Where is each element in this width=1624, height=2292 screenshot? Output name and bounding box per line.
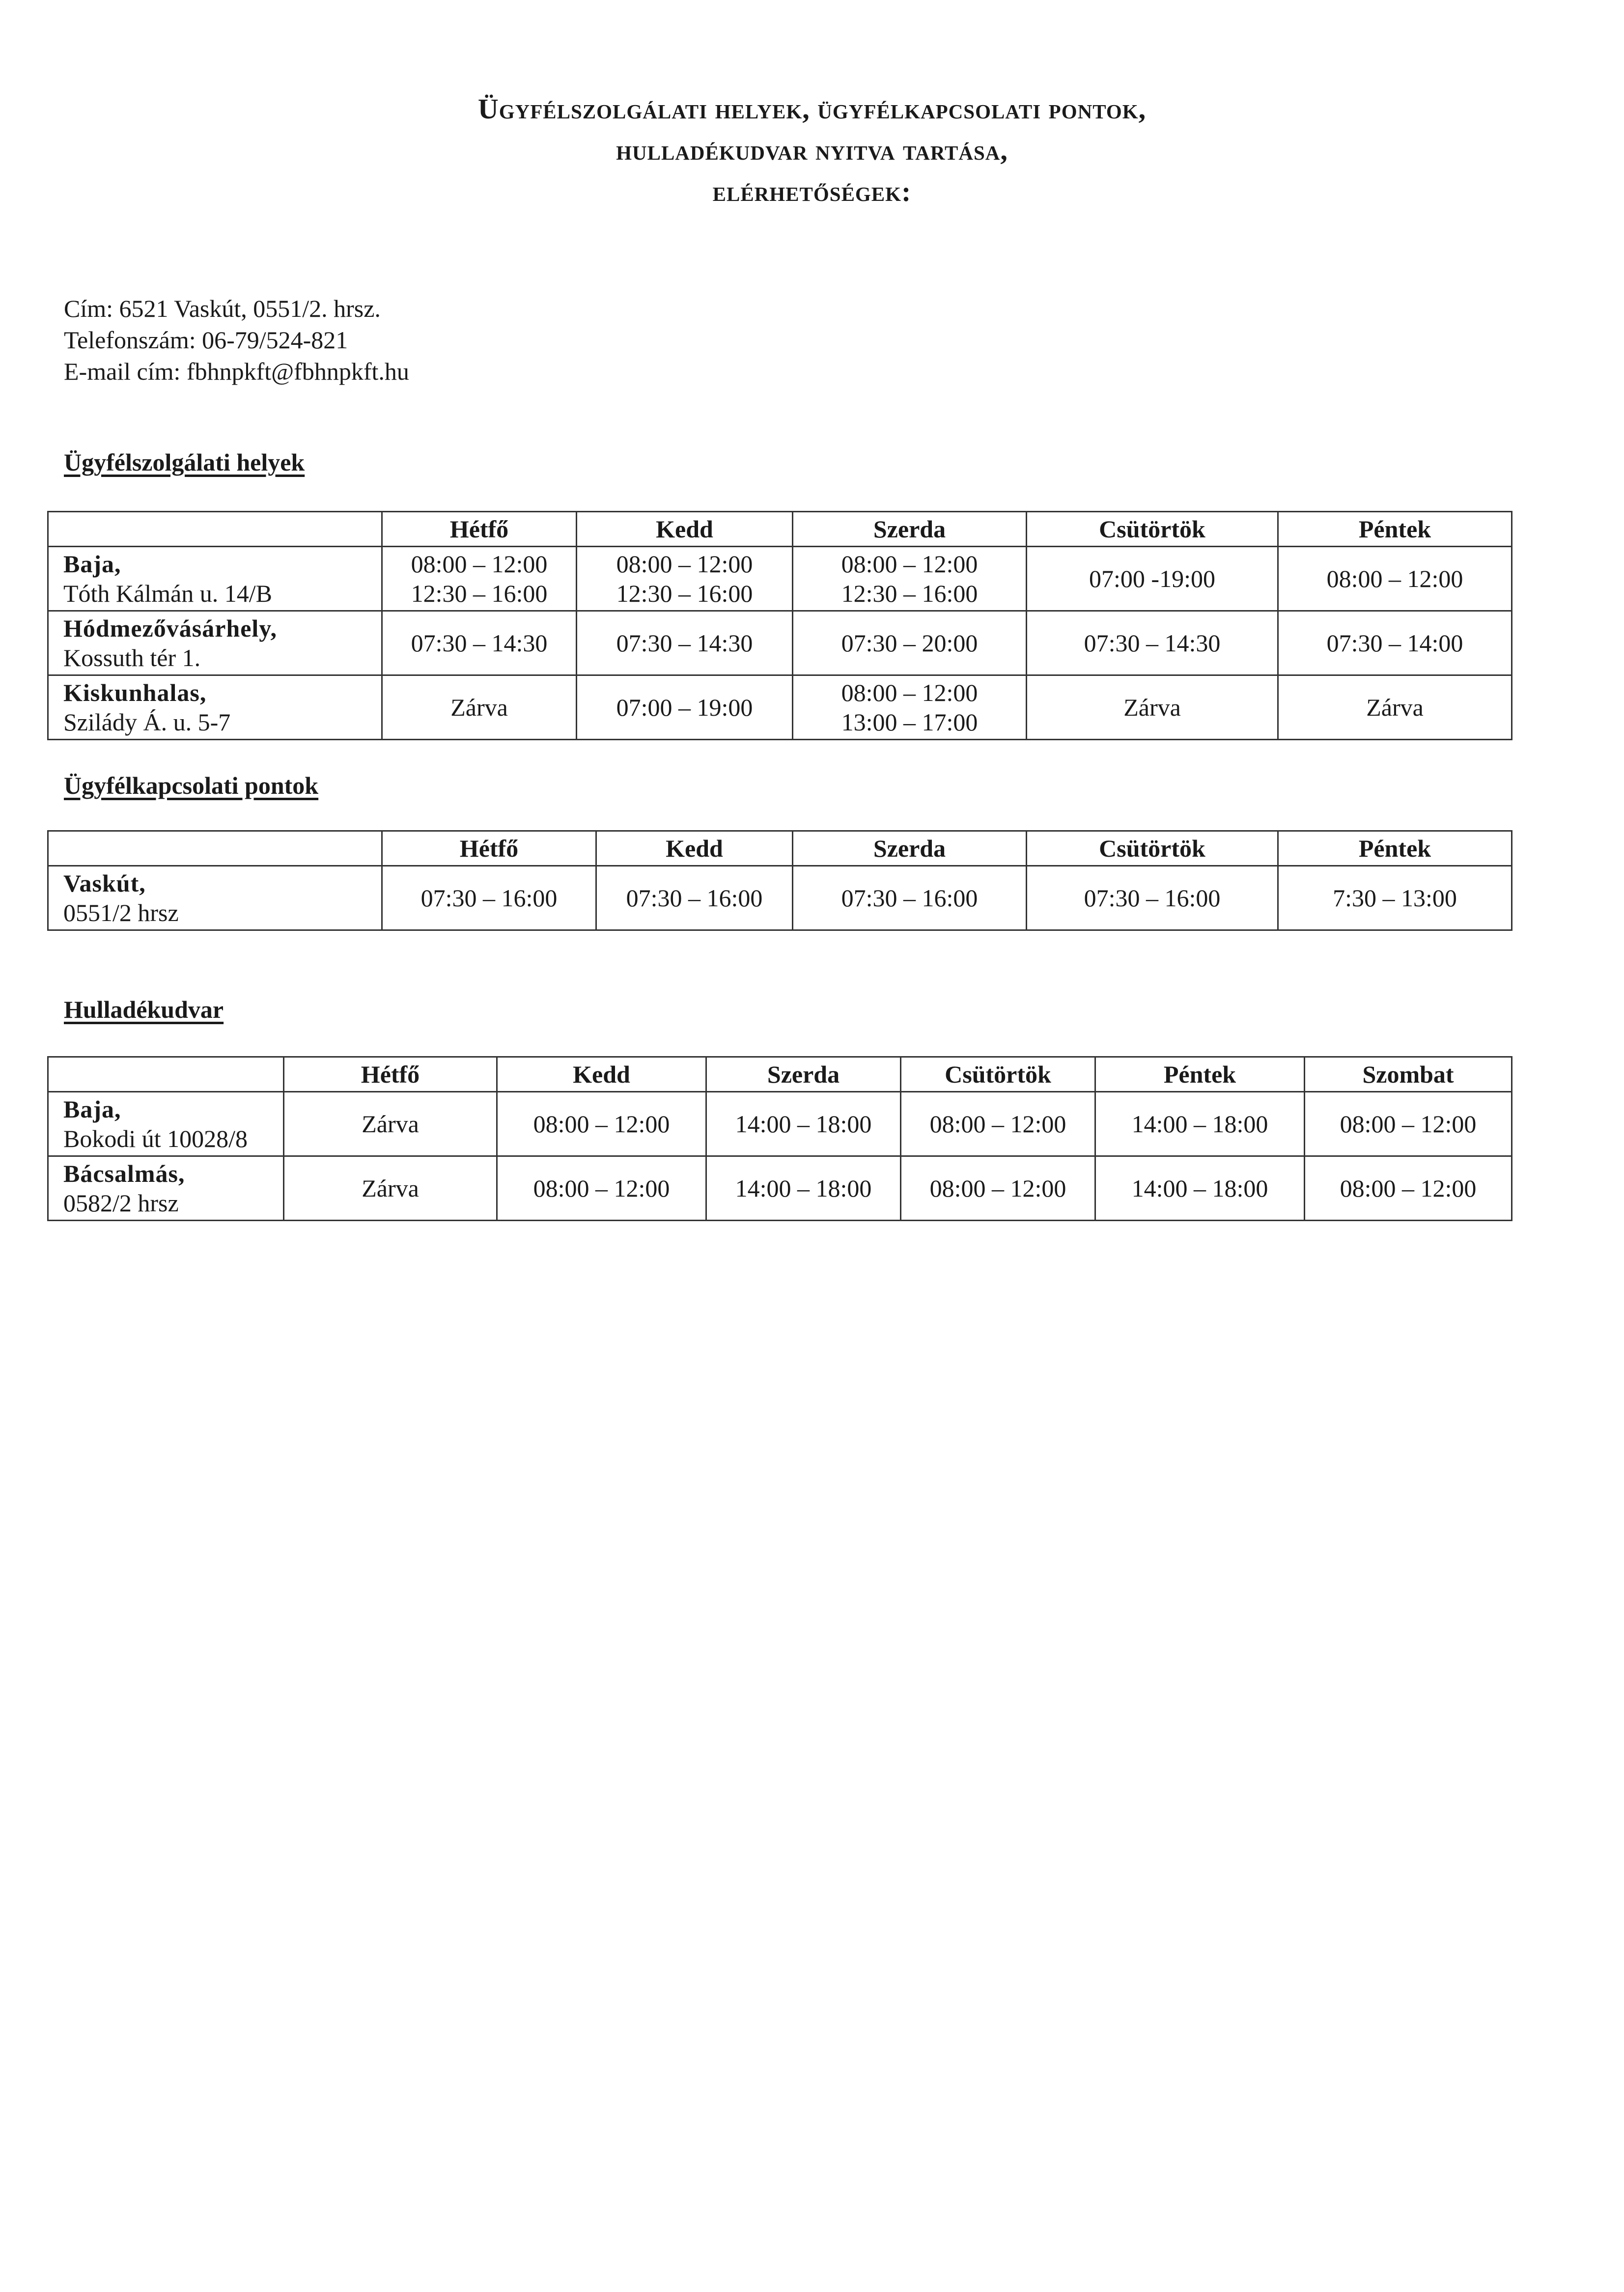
- hours-cell-szerda: [793, 611, 1027, 675]
- opening-hours: 12:30 – 16:00: [411, 580, 548, 607]
- header-day-pentek: Péntek: [1278, 512, 1512, 547]
- hours-cell-hetfo: [382, 675, 577, 740]
- title-line-2: hulladékudvar nyitva tartása,: [616, 134, 1008, 166]
- opening-hours: 08:00 – 12:00: [616, 550, 753, 578]
- hours-cell-kedd: [497, 1092, 706, 1156]
- section-title-waste-yard: Hulladékudvar: [64, 996, 224, 1023]
- location-cell: [48, 547, 382, 611]
- opening-hours: 14:00 – 18:00: [1131, 1110, 1268, 1138]
- opening-hours: 07:00 – 19:00: [616, 694, 753, 721]
- opening-hours: 08:00 – 12:00: [533, 1174, 670, 1202]
- title-line-1: Ügyfélszolgálati helyek, ügyfélkapcsolati pontok,: [477, 93, 1147, 125]
- location-cell: [48, 1156, 284, 1221]
- header-day-hetfo: Hétfő: [284, 1057, 497, 1092]
- opening-hours: Zárva: [362, 1174, 419, 1202]
- opening-hours: 13:00 – 17:00: [841, 708, 978, 736]
- opening-hours: 07:30 – 16:00: [626, 884, 763, 912]
- opening-hours: 12:30 – 16:00: [841, 580, 978, 607]
- contact-email: E-mail cím: fbhnpkft@fbhnpkft.hu: [64, 358, 409, 385]
- header-day-szerda: Szerda: [706, 1057, 901, 1092]
- location-address: 0582/2 hrsz: [63, 1189, 179, 1217]
- hours-cell-hetfo: [382, 866, 596, 930]
- hours-cell-csutortok: [1027, 866, 1278, 930]
- hours-cell-pentek: [1095, 1092, 1305, 1156]
- section-title-customer-service: Ügyfélszolgálati helyek: [64, 448, 305, 476]
- hours-cell-hetfo: [284, 1156, 497, 1221]
- hours-cell-szerda: [793, 675, 1027, 740]
- table-row: [48, 1156, 1512, 1221]
- opening-hours: Zárva: [1123, 694, 1181, 721]
- document-title: [0, 88, 1624, 212]
- opening-hours: 14:00 – 18:00: [1131, 1174, 1268, 1202]
- header-day-szerda: Szerda: [793, 512, 1027, 547]
- location-name: Baja,: [63, 550, 121, 578]
- header-corner-cell: [48, 1057, 284, 1092]
- location-name: Baja,: [63, 1095, 121, 1123]
- header-day-szerda: Szerda: [793, 831, 1027, 866]
- hours-cell-kedd: [577, 547, 793, 611]
- header-day-kedd: Kedd: [497, 1057, 706, 1092]
- hours-cell-pentek: [1278, 675, 1512, 740]
- hours-cell-csutortok: [1027, 611, 1278, 675]
- opening-hours: 08:00 – 12:00: [533, 1110, 670, 1138]
- location-address: Bokodi út 10028/8: [63, 1125, 248, 1152]
- opening-hours: Zárva: [1366, 694, 1424, 721]
- header-day-kedd: Kedd: [596, 831, 793, 866]
- table-row: [48, 611, 1512, 675]
- header-row: [48, 831, 1512, 866]
- contact-points-schedule-table: [47, 830, 1512, 931]
- hours-cell-szerda: [706, 1092, 901, 1156]
- contact-phone: Telefonszám: 06-79/524-821: [64, 326, 348, 354]
- header-corner-cell: [48, 512, 382, 547]
- opening-hours: 07:30 – 14:30: [616, 629, 753, 657]
- opening-hours: 08:00 – 12:00: [841, 550, 978, 578]
- opening-hours: 14:00 – 18:00: [735, 1110, 872, 1138]
- location-cell: [48, 866, 382, 930]
- hours-cell-kedd: [497, 1156, 706, 1221]
- hours-cell-csutortok: [901, 1156, 1095, 1221]
- opening-hours: 08:00 – 12:00: [1340, 1110, 1477, 1138]
- opening-hours: 08:00 – 12:00: [411, 550, 548, 578]
- contact-address: Cím: 6521 Vaskút, 0551/2. hrsz.: [64, 295, 381, 322]
- location-name: Hódmezővásárhely,: [63, 615, 278, 642]
- hours-cell-szerda: [793, 547, 1027, 611]
- opening-hours: 07:30 – 16:00: [420, 884, 558, 912]
- hours-cell-kedd: [577, 611, 793, 675]
- hours-cell-pentek: [1278, 547, 1512, 611]
- opening-hours: Zárva: [450, 694, 508, 721]
- header-day-kedd: Kedd: [577, 512, 793, 547]
- hours-cell-hetfo: [284, 1092, 497, 1156]
- header-day-csutortok: Csütörtök: [1027, 512, 1278, 547]
- opening-hours: 07:30 – 16:00: [841, 884, 978, 912]
- hours-cell-pentek: [1095, 1156, 1305, 1221]
- opening-hours: 08:00 – 12:00: [1340, 1174, 1477, 1202]
- hours-cell-hetfo: [382, 611, 577, 675]
- hours-cell-pentek: [1278, 611, 1512, 675]
- hours-cell-kedd: [596, 866, 793, 930]
- customer-service-schedule-table: [47, 511, 1512, 740]
- hours-cell-szerda: [706, 1156, 901, 1221]
- hours-cell-szerda: [793, 866, 1027, 930]
- opening-hours: 07:30 – 16:00: [1084, 884, 1221, 912]
- waste-yard-schedule-table: [47, 1056, 1512, 1221]
- location-name: Kiskunhalas,: [63, 679, 207, 706]
- opening-hours: 07:00 -19:00: [1089, 565, 1215, 592]
- header-day-csutortok: Csütörtök: [1027, 831, 1278, 866]
- location-cell: [48, 611, 382, 675]
- section-title-contact-points: Ügyfélkapcsolati pontok: [64, 772, 319, 799]
- opening-hours: Zárva: [362, 1110, 419, 1138]
- location-address: Tóth Kálmán u. 14/B: [63, 580, 272, 607]
- hours-cell-pentek: [1278, 866, 1512, 930]
- table-row: [48, 547, 1512, 611]
- opening-hours: 07:30 – 14:00: [1326, 629, 1463, 657]
- location-cell: [48, 1092, 284, 1156]
- title-line-3: elérhetőségek:: [712, 175, 912, 207]
- hours-cell-szombat: [1305, 1092, 1512, 1156]
- table-row: [48, 866, 1512, 930]
- contact-info: [64, 293, 409, 387]
- hours-cell-hetfo: [382, 547, 577, 611]
- header-row: [48, 512, 1512, 547]
- hours-cell-csutortok: [901, 1092, 1095, 1156]
- opening-hours: 08:00 – 12:00: [929, 1110, 1066, 1138]
- header-day-pentek: Péntek: [1095, 1057, 1305, 1092]
- opening-hours: 08:00 – 12:00: [1326, 565, 1463, 592]
- opening-hours: 14:00 – 18:00: [735, 1174, 872, 1202]
- table-row: [48, 675, 1512, 740]
- hours-cell-szombat: [1305, 1156, 1512, 1221]
- header-day-hetfo: Hétfő: [382, 512, 577, 547]
- opening-hours: 08:00 – 12:00: [929, 1174, 1066, 1202]
- location-name: Bácsalmás,: [63, 1160, 185, 1187]
- header-day-csutortok: Csütörtök: [901, 1057, 1095, 1092]
- opening-hours: 07:30 – 20:00: [841, 629, 978, 657]
- hours-cell-kedd: [577, 675, 793, 740]
- hours-cell-csutortok: [1027, 547, 1278, 611]
- location-address: Kossuth tér 1.: [63, 644, 201, 671]
- location-name: Vaskút,: [63, 869, 146, 897]
- location-address: 0551/2 hrsz: [63, 899, 179, 926]
- header-row: [48, 1057, 1512, 1092]
- header-day-hetfo: Hétfő: [382, 831, 596, 866]
- header-day-pentek: Péntek: [1278, 831, 1512, 866]
- location-address: Szilády Á. u. 5-7: [63, 708, 231, 736]
- header-day-szombat: Szombat: [1305, 1057, 1512, 1092]
- opening-hours: 7:30 – 13:00: [1333, 884, 1457, 912]
- opening-hours: 12:30 – 16:00: [616, 580, 753, 607]
- opening-hours: 07:30 – 14:30: [411, 629, 548, 657]
- location-cell: [48, 675, 382, 740]
- opening-hours: 07:30 – 14:30: [1084, 629, 1221, 657]
- header-corner-cell: [48, 831, 382, 866]
- hours-cell-csutortok: [1027, 675, 1278, 740]
- opening-hours: 08:00 – 12:00: [841, 679, 978, 706]
- table-row: [48, 1092, 1512, 1156]
